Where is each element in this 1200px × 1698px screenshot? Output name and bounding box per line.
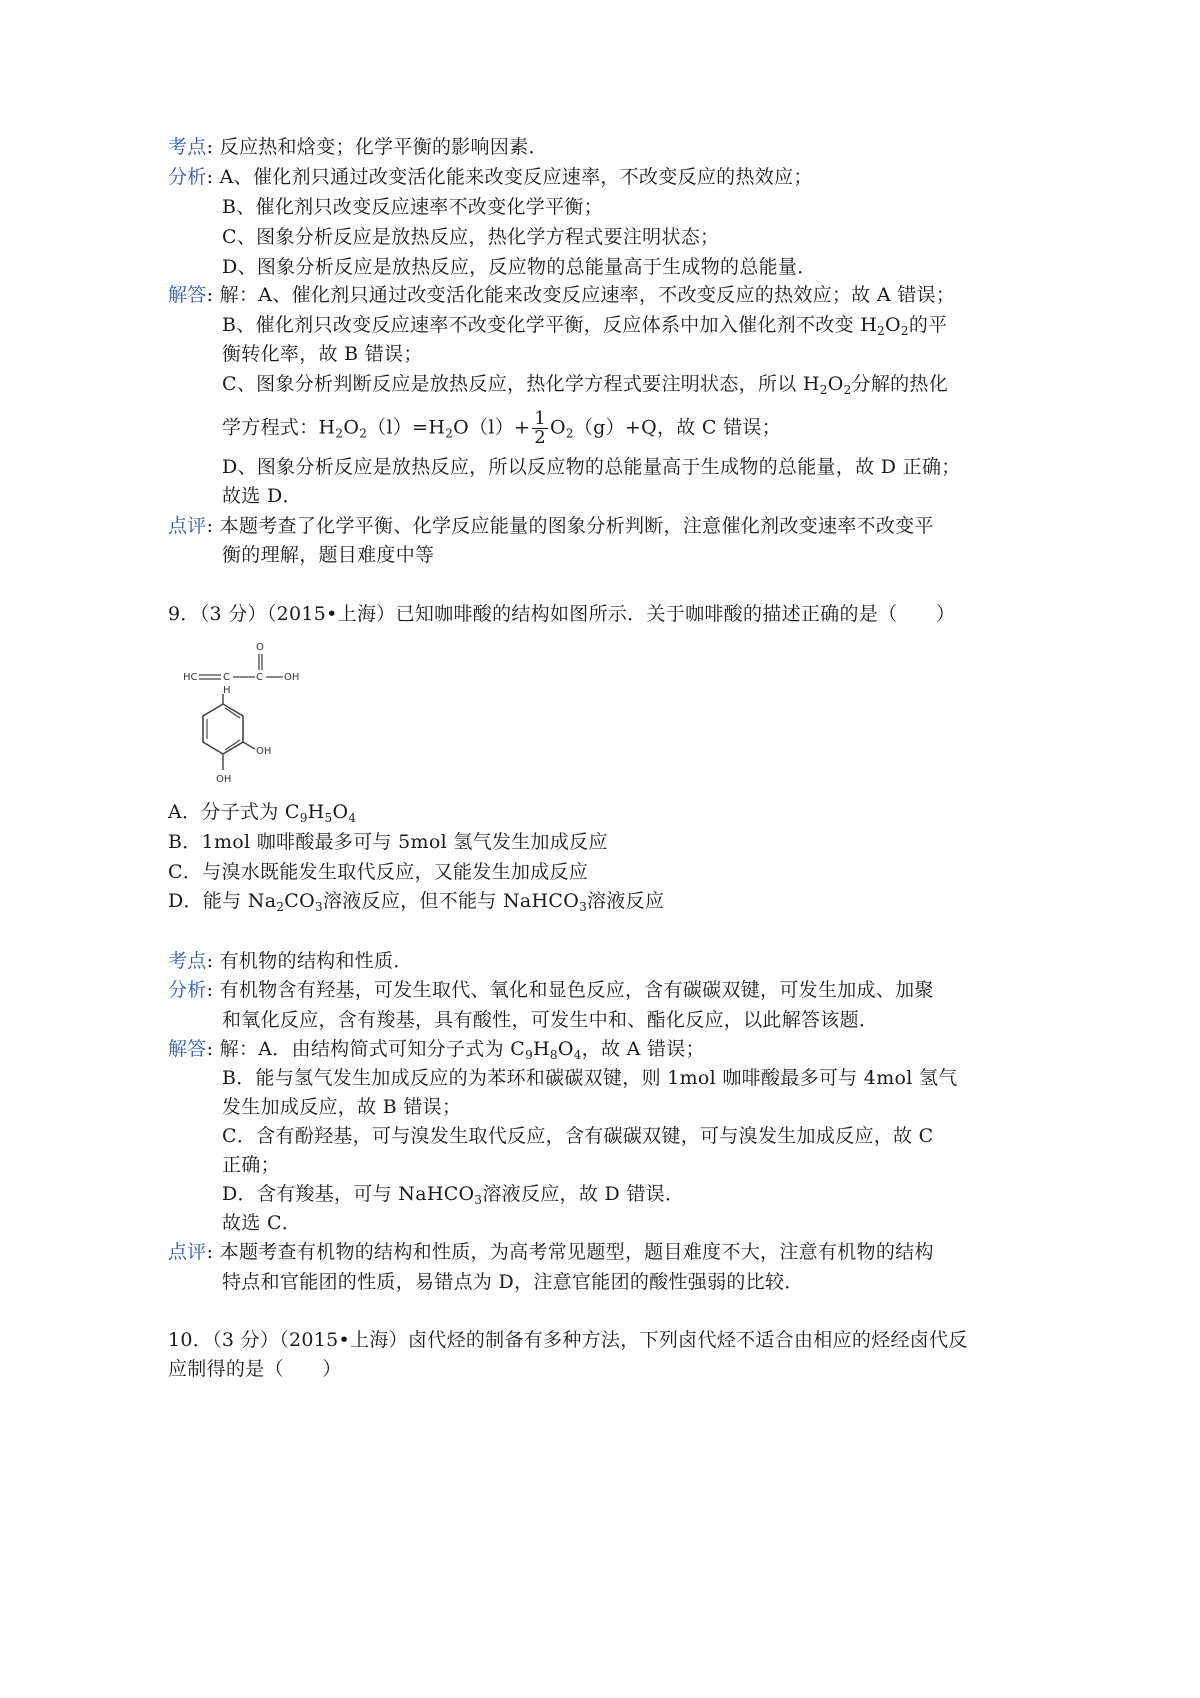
fenxi-text-1: 有机物含有羟基，可发生取代、氧化和显色反应，含有碳碳双键，可发生加成、加聚 xyxy=(219,979,934,1001)
fenxi-tag: 分析 xyxy=(168,166,207,188)
kaodian-text: 有机物的结构和性质． xyxy=(219,950,413,972)
jieda-text-4b: C．含有酚羟基，可与溴发生取代反应，含有碳碳双键，可与溴发生加成反应，故 C xyxy=(222,1125,934,1147)
dianping-text-1: 本题考查了化学平衡、化学反应能量的图象分析判断，注意催化剂改变速率不改变平 xyxy=(219,515,934,537)
fenxi-text-2: 和氧化反应，含有羧基，具有酸性，可发生中和、酯化反应，以此解答该题． xyxy=(222,1009,879,1031)
fenxi-text-c: C、图象分析反应是放热反应，热化学方程式要注明状态； xyxy=(222,226,720,248)
jieda-text-7: 故选 D． xyxy=(222,485,302,507)
fenxi-line-2: 分析: 有机物含有羟基，可发生取代、氧化和显色反应，含有碳碳双键，可发生加成、加聚 xyxy=(168,979,934,1001)
oh-meta-label: OH xyxy=(256,746,272,757)
option-b: B．1mol 咖啡酸最多可与 5mol 氢气发生加成反应 xyxy=(168,831,608,853)
question-10-stem-1: 10．（3 分）（2015•上海）卤代烃的制备有多种方法，下列卤代烃不适合由相应的烃经卤代反 xyxy=(168,1329,968,1351)
jieda-text-2b: B．能与氢气发生加成反应的为苯环和碳碳双键，则 1mol 咖啡酸最多可与 4mol 氢气 xyxy=(222,1067,958,1089)
option-c: C．与溴水既能发生取代反应，又能发生加成反应 xyxy=(168,861,589,883)
fenxi-line: 分析: A、催化剂只通过改变活化能来改变反应速率，不改变反应的热效应； xyxy=(168,166,813,188)
fenxi-text-b: B、催化剂只改变反应速率不改变化学平衡； xyxy=(222,196,603,218)
kaodian-text: 反应热和焓变；化学平衡的影响因素． xyxy=(219,136,548,158)
h-label: H xyxy=(223,685,231,696)
kaodian-line: 考点: 反应热和焓变；化学平衡的影响因素． xyxy=(168,136,548,158)
kaodian-tag: 考点 xyxy=(168,950,207,972)
jieda-text-5b: 正确； xyxy=(222,1154,280,1176)
oh-para-label: OH xyxy=(216,774,232,785)
option-a: A．分子式为 $C_9H_5O_4$ xyxy=(168,801,357,825)
jieda-text-1: 解：A、催化剂只通过改变活化能来改变反应速率，不改变反应的热效应；故 A 错误； xyxy=(219,284,956,306)
hc-label: HC xyxy=(183,672,198,683)
jieda-text-6b: D．含有羧基，可与 NaHCO$_3$溶液反应，故 D 错误． xyxy=(222,1183,685,1207)
fenxi-text-a: A、催化剂只通过改变活化能来改变反应速率，不改变反应的热效应； xyxy=(219,166,813,188)
jieda-text-5: 学方程式：$H_2O_2(l)=H_2O(l)+$ $\frac{1}{2}$ $O_2(g)+Q$，故 C 错误； xyxy=(222,408,782,448)
dianping-line-2: 点评: 本题考查有机物的结构和性质，为高考常见题型，题目难度不大，注意有机物的结构 xyxy=(168,1241,934,1263)
jieda-text-3b: 发生加成反应，故 B 错误； xyxy=(222,1096,462,1118)
c-label: C xyxy=(223,672,230,683)
jieda-text-7b: 故选 C． xyxy=(222,1212,302,1234)
fenxi-tag: 分析 xyxy=(168,979,207,1001)
fraction-one-half: $\frac{1}{2}$ xyxy=(534,408,546,448)
dianping-tag: 点评 xyxy=(168,515,207,537)
question-9-stem: 9．（3 分）（2015•上海）已知咖啡酸的结构如图所示．关于咖啡酸的描述正确的是（ ） xyxy=(168,603,956,625)
kaodian-line-2: 考点: 有机物的结构和性质． xyxy=(168,950,413,972)
option-d: D．能与 $Na_2CO_3$溶液反应，但不能与 NaHCO$_3$溶液反应 xyxy=(168,890,665,914)
dianping-text-2: 衡的理解，题目难度中等 xyxy=(222,544,435,566)
question-10-stem-2: 应制得的是（ ） xyxy=(168,1358,342,1380)
jieda-tag: 解答 xyxy=(168,284,207,306)
svg-text:C: C xyxy=(256,672,263,683)
jieda-text-6: D、图象分析反应是放热反应，所以反应物的总能量高于生成物的总能量，故 D 正确； xyxy=(222,456,961,478)
kaodian-tag: 考点 xyxy=(168,136,207,158)
jieda-tag: 解答 xyxy=(168,1038,207,1060)
jieda-line-2: 解答: 解：A．由结构简式可知分子式为 $C_9H_8O_4$，故 A 错误； xyxy=(168,1038,705,1062)
jieda-text-4: C、图象分析判断反应是放热反应，热化学方程式要注明状态，所以 $H_2O_2$分解的热化 xyxy=(222,373,949,397)
caffeic-acid-structure xyxy=(183,694,313,804)
o-top-label: O xyxy=(256,642,264,653)
jieda-text-3: 衡转化率，故 B 错误； xyxy=(222,343,423,365)
side-chain-structure xyxy=(183,640,333,700)
fenxi-text-d: D、图象分析反应是放热反应，反应物的总能量高于生成物的总能量． xyxy=(222,256,817,278)
dianping-line: 点评: 本题考查了化学平衡、化学反应能量的图象分析判断，注意催化剂改变速率不改变平 xyxy=(168,515,934,537)
jieda-text-2: B、催化剂只改变反应速率不改变化学平衡，反应体系中加入催化剂不改变 $H_2O_2$的平 xyxy=(222,314,948,338)
oh-acid-label: OH xyxy=(284,672,300,683)
dianping-tag: 点评 xyxy=(168,1241,207,1263)
jieda-line: 解答: 解：A、催化剂只通过改变活化能来改变反应速率，不改变反应的热效应；故 A 错误； xyxy=(168,284,956,306)
dianping-text-2b: 特点和官能团的性质，易错点为 D，注意官能团的酸性强弱的比较． xyxy=(222,1271,804,1293)
